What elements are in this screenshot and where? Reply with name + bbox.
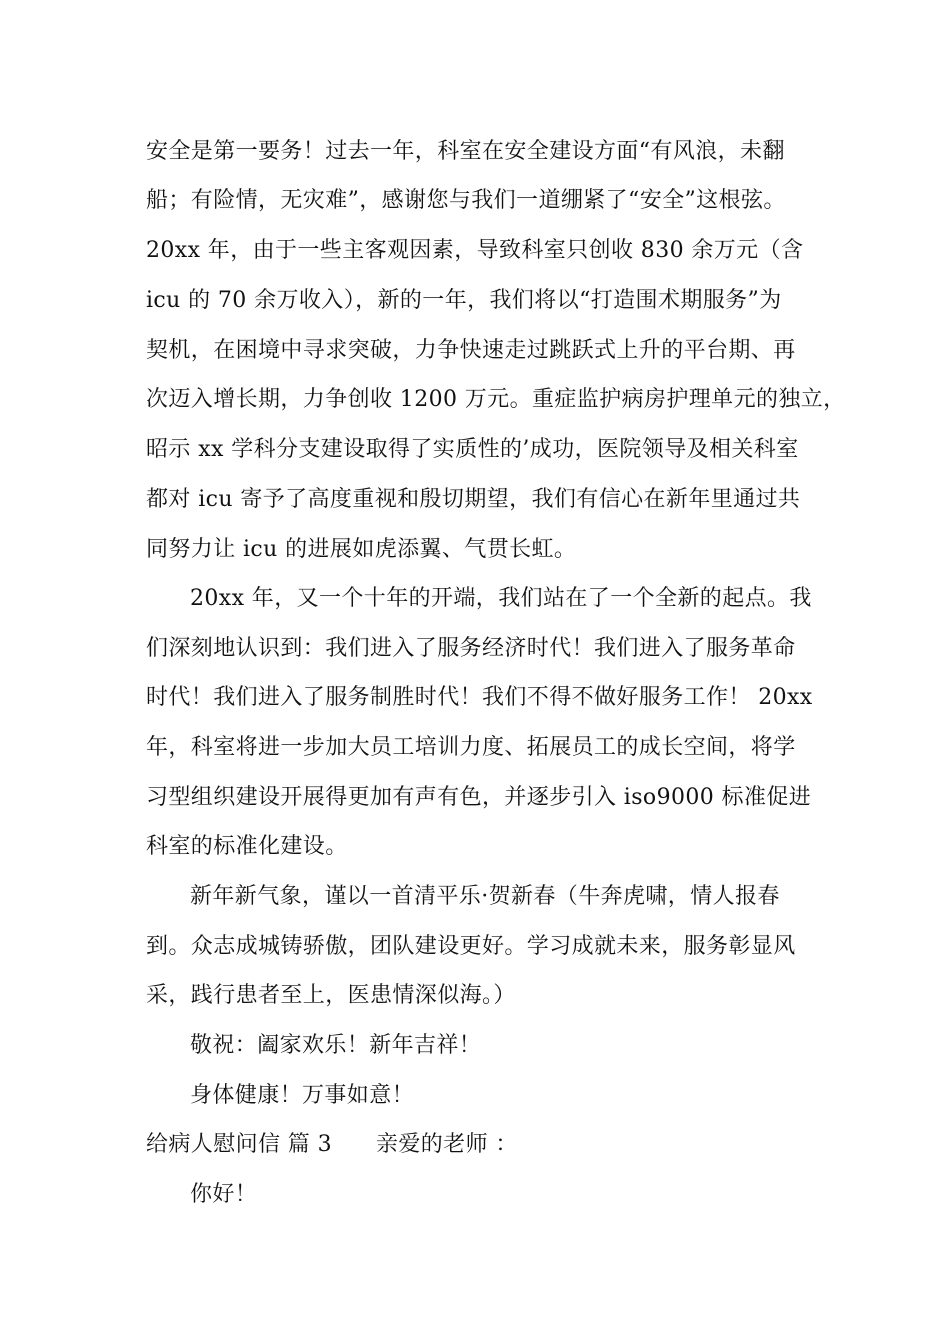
paragraph-line: 科室的标准化建设。 bbox=[146, 834, 348, 859]
paragraph-line: 20xx 年，由于一些主客观因素，导致科室只创收 830 余万元（含 bbox=[146, 238, 804, 263]
paragraph-line: 年，科室将进一步加大员工培训力度、拓展员工的成长空间，将学 bbox=[146, 735, 796, 760]
paragraph-line: 到。众志成城铸骄傲，团队建设更好。学习成就未来，服务彰显风 bbox=[146, 934, 796, 959]
closing-wish-line: 身体健康！万事如意！ bbox=[190, 1083, 415, 1108]
paragraph-line: 安全是第一要务！过去一年，科室在安全建设方面“有风浪，未翻 bbox=[146, 139, 785, 164]
paragraph-line: 契机，在困境中寻求突破，力争快速走过跳跃式上升的平台期、再 bbox=[146, 338, 796, 363]
paragraph-line: 同努力让 icu 的进展如虎添翼、气贯长虹。 bbox=[146, 537, 577, 562]
paragraph-line: 昭示 xx 学科分支建设取得了实质性的’成功，医院领导及相关科室 bbox=[146, 437, 799, 462]
greeting: 你好！ bbox=[190, 1182, 258, 1207]
paragraph-line: 时代！我们进入了服务制胜时代！我们不得不做好服务工作！ 20xx bbox=[146, 685, 813, 710]
closing-wish-line: 敬祝：阖家欢乐！新年吉祥！ bbox=[190, 1033, 482, 1058]
paragraph-line: 习型组织建设开展得更加有声有色，并逐步引入 iso9000 标准促进 bbox=[146, 785, 812, 810]
paragraph-line: 次迈入增长期，力争创收 1200 万元。重症监护病房护理单元的独立， bbox=[146, 387, 846, 412]
paragraph-line: 都对 icu 寄予了高度重视和殷切期望，我们有信心在新年里通过共 bbox=[146, 487, 801, 512]
salutation: 亲爱的老师 ： bbox=[375, 1132, 518, 1157]
paragraph-line: 们深刻地认识到：我们进入了服务经济时代！我们进入了服务革命 bbox=[146, 636, 796, 661]
section-heading bbox=[146, 1129, 518, 1161]
section-title: 给病人慰问信 篇 3 bbox=[146, 1132, 332, 1157]
paragraph-line: 采，践行患者至上，医患情深似海。） bbox=[146, 983, 516, 1008]
paragraph-line: 20xx 年，又一个十年的开端，我们站在了一个全新的起点。我 bbox=[190, 586, 812, 611]
paragraph-line: 船；有险情，无灾难”，感谢您与我们一道绷紧了“安全”这根弦。 bbox=[146, 188, 786, 213]
paragraph-line: 新年新气象，谨以一首清平乐·贺新春（牛奔虎啸，情人报春 bbox=[190, 884, 780, 909]
paragraph-line: icu 的 70 余万收入），新的一年，我们将以“打造围术期服务”为 bbox=[146, 288, 782, 313]
